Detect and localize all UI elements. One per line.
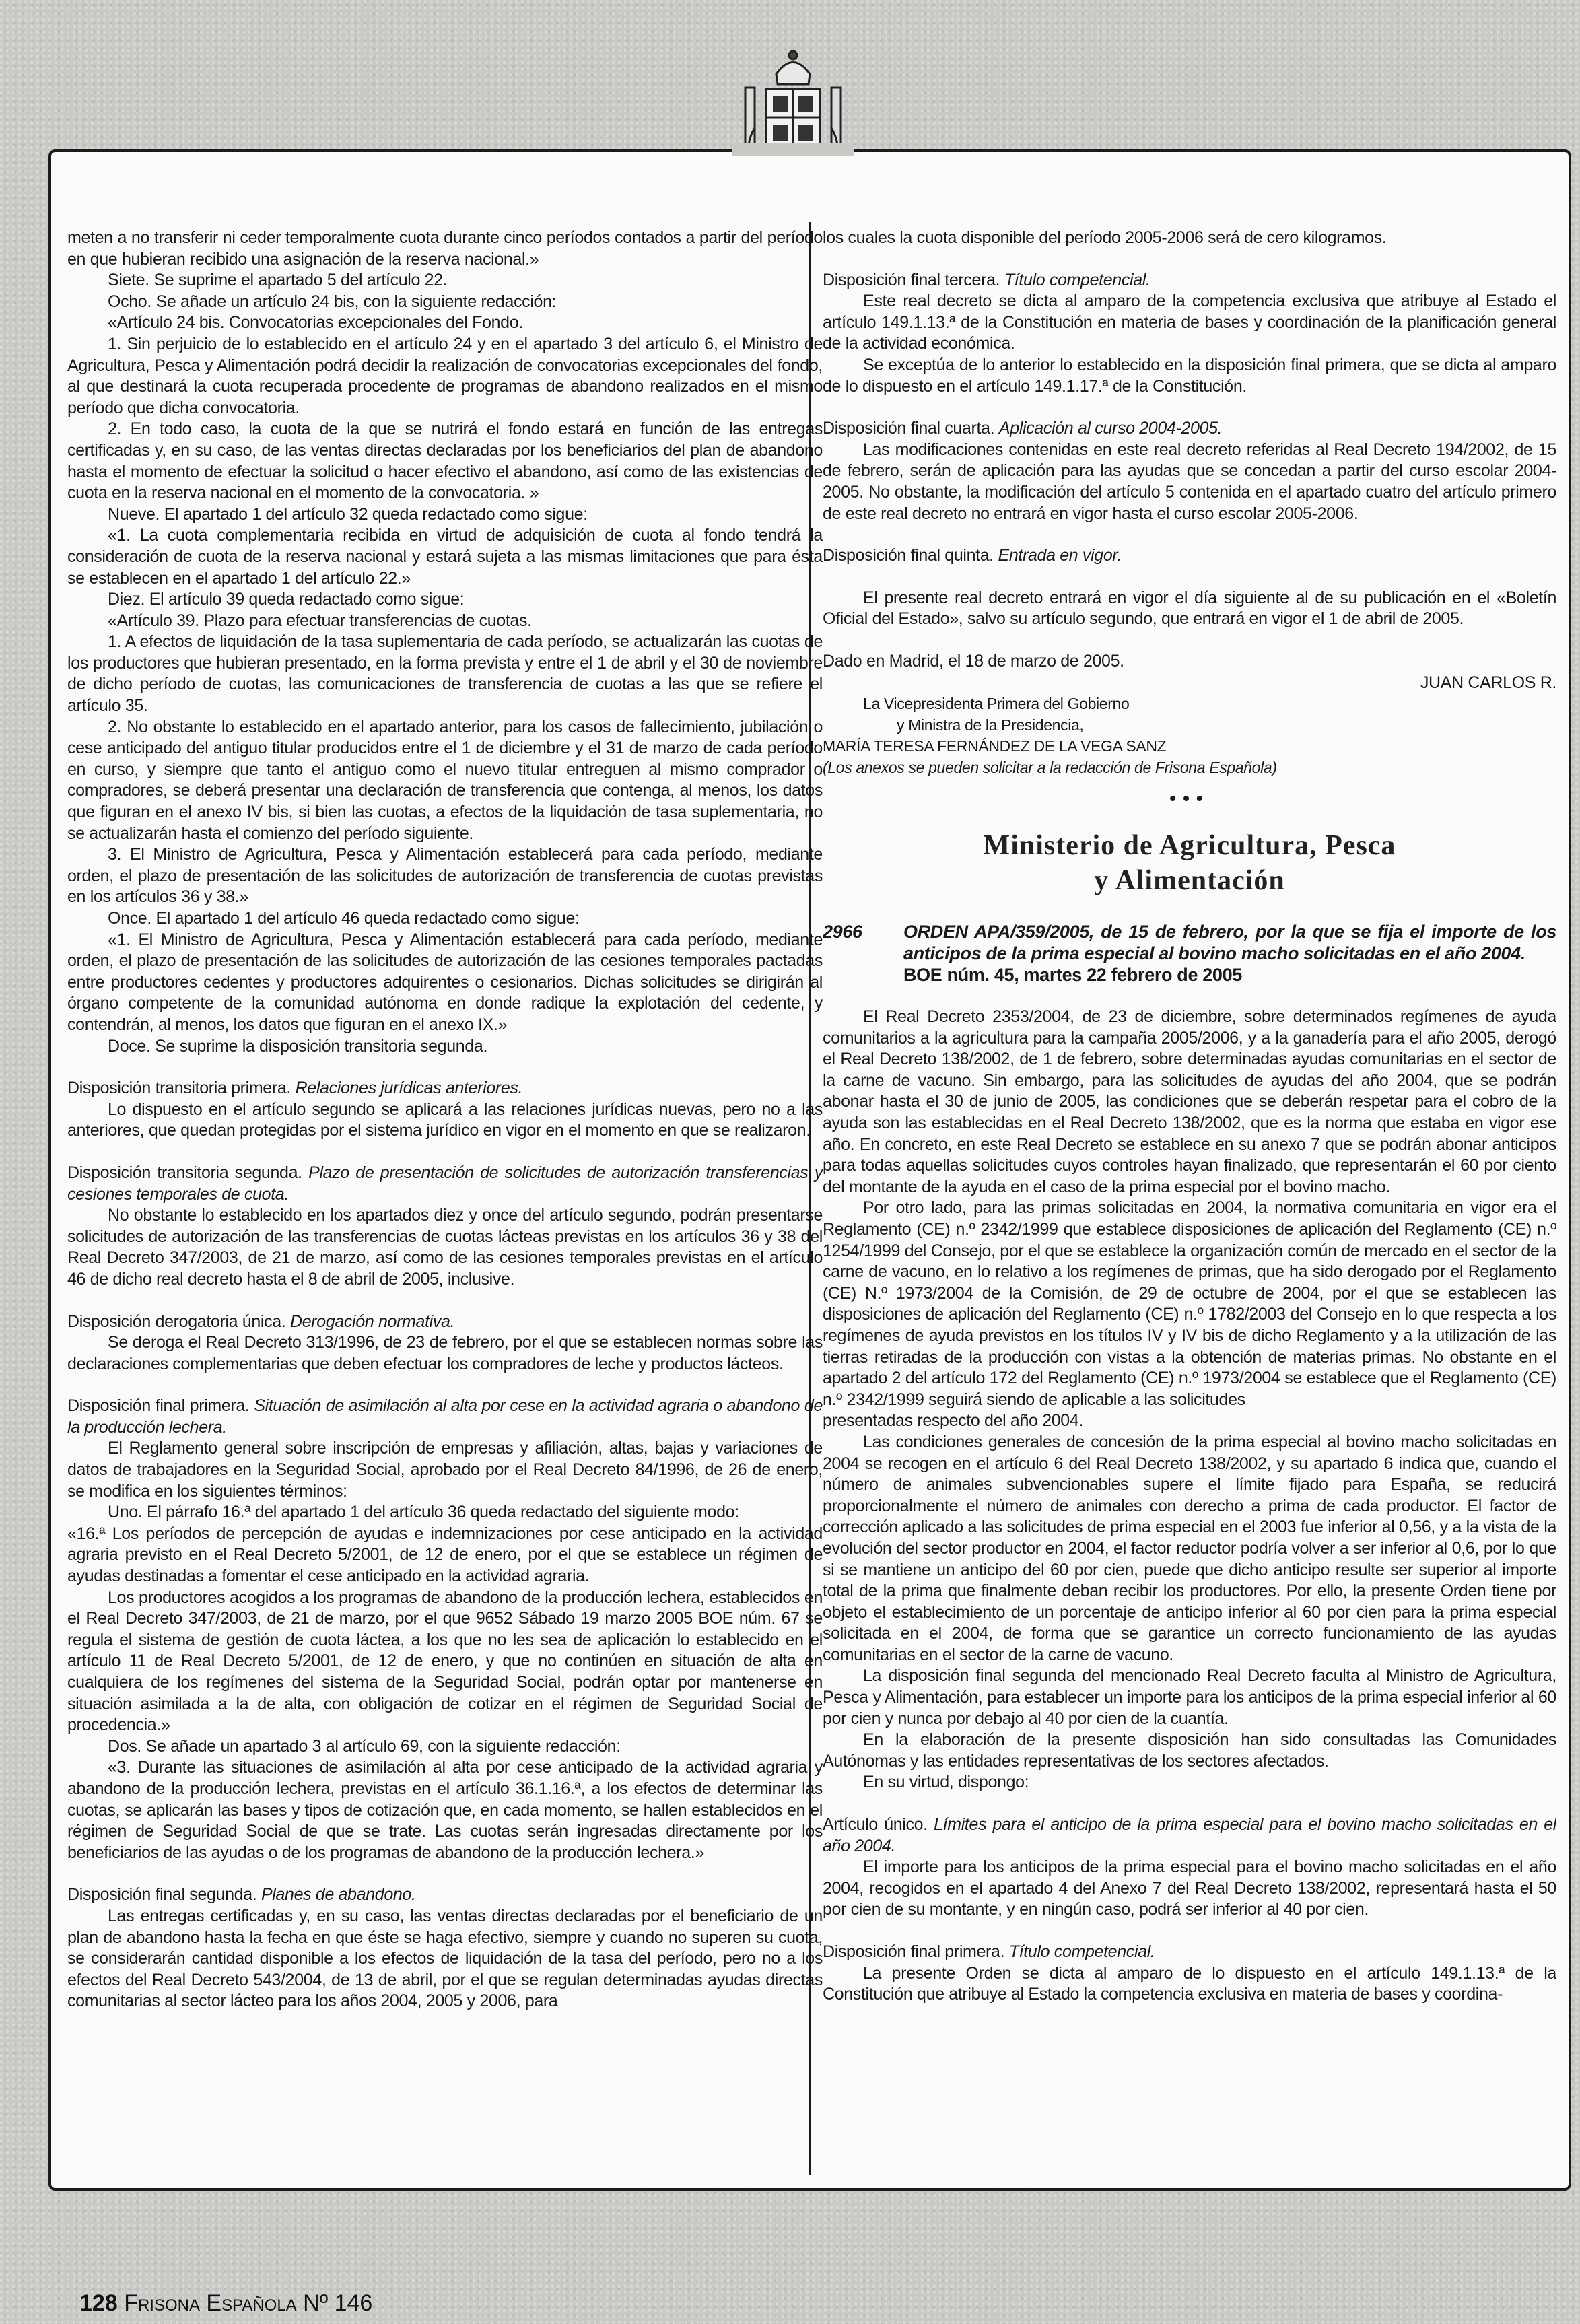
paragraph	[67, 1906, 823, 2012]
order-heading	[823, 921, 1556, 986]
spacer	[823, 1793, 1556, 1814]
paragraph	[823, 1432, 1556, 1666]
paragraph	[67, 1078, 823, 1099]
paragraph-text: Dos. Se añade un apartado 3 al artículo 69, con la siguiente redacción:	[108, 1736, 621, 1756]
paragraph-text: Los productores acogidos a los programas de abandono de la producción lechera, establecidos en el Real Decreto 347/2003, de 21 de marzo, por el que 9652 Sábado 19 marzo 2005 BOE núm. 67 se regula el sistema de gestión de cuota láctea, a los que no les sea de aplicación lo establecido en el artículo 11 de Real Decreto 5/2001, de 12 de enero, y que no continúen en situación de alta en cualquiera de los regímenes del sistema de la Seguridad Social, podrán optar por mantenerse en situación asimilada a la de alta, con obligación de cotizar en el régimen de Seguridad Social de procedencia.»	[67, 1587, 823, 1735]
ministry-heading	[823, 828, 1556, 898]
paragraph-text: El Reglamento general sobre inscripción de empresas y afiliación, altas, bajas y variaciones de datos de trabajadores en la Seguridad Social, aprobado por el Real Decreto 84/1996, de 26 de enero, se modifica en los siguientes términos:	[67, 1439, 823, 1501]
paragraph-text: Disposición transitoria primera.	[67, 1079, 296, 1098]
paragraph-text: Siete. Se suprime el apartado 5 del artículo 22.	[108, 271, 448, 290]
spacer	[823, 524, 1556, 545]
paragraph	[67, 1884, 823, 1906]
paragraph-text: «16.ª Los períodos de percepción de ayudas e indemnizaciones por cese anticipado en la actividad agraria previsto en el Real Decreto 5/2001, de 12 de enero, por el que se establece un régimen de ayudas destinadas a fomentar el cese anticipado en la actividad agraria.	[67, 1524, 823, 1586]
spacer	[823, 1921, 1556, 1942]
paragraph	[67, 504, 823, 526]
spacer	[67, 1291, 823, 1311]
paragraph-text: Disposición final primera.	[67, 1396, 254, 1416]
section-separator: •••	[1169, 788, 1210, 809]
paragraph	[823, 651, 1556, 673]
paragraph	[67, 908, 823, 930]
paragraph-text: Ocho. Se añade un artículo 24 bis, con la siguiente redacción:	[108, 292, 557, 311]
paragraph-text: La disposición final segunda del mencionado Real Decreto faculta al Ministro de Agricultura, Pesca y Alimentación, para establecer un importe para los anticipos de la prima especial inferior al 60 por cien y nunca por debajo al 40 por cien de la cuantía.	[823, 1666, 1556, 1728]
paragraph-text: En la elaboración de la presente disposición han sido consultadas las Comunidades Autónomas y las entidades representativas de los sectores afectados.	[823, 1730, 1556, 1771]
paragraph-text: «Artículo 24 bis. Convocatorias excepcionales del Fondo.	[108, 313, 523, 333]
paragraph-text: Disposición derogatoria única.	[67, 1311, 291, 1331]
paragraph	[67, 589, 823, 611]
magazine-name: Frisona Española	[124, 2290, 297, 2316]
paragraph	[67, 334, 823, 419]
paragraph	[823, 228, 1556, 249]
paragraph-heading-italic: Derogación normativa.	[290, 1311, 455, 1331]
ministry-heading-line2: y Alimentación	[1094, 865, 1285, 897]
paragraph-heading-italic: Entrada en vigor.	[998, 546, 1122, 566]
paragraph-text: El Real Decreto 2353/2004, de 23 de diciembre, sobre determinados regímenes de ayuda comunitarios a la agricultura para la campaña 2005/2006, y a la ganadería para el año 2005, derogó el Real Decreto 138/2002, de 1 de febrero, sobre determinadas ayudas comunitarias en el sector de la carne de vacuno. Sin embargo, para las solicitudes de ayudas del año 2004, que se podrán abonar hasta el 30 de junio de 2005, las condiciones que se deberán respetar para el cobro de la ayuda son las establecidas en el Real Decreto 138/2002, que es la norma que estaba en vigor ese año. En concreto, en este Real Decreto se establece en su anexo 7 que se podrán abonar anticipos para todas aquellas solicitudes cuyos controles hayan finalizado, que representarán el 60 por ciento del montante de la ayuda en el caso de la prima especial por el bovino macho.	[823, 1007, 1556, 1196]
paragraph	[67, 1524, 823, 1587]
paragraph	[823, 355, 1556, 397]
right-column-bottom	[823, 986, 1556, 2006]
frame-notch	[732, 143, 854, 156]
right-column	[823, 228, 1556, 2180]
spacer	[67, 1375, 823, 1396]
paragraph-text: «3. Durante las situaciones de asimilación al alta por cese anticipado de la actividad agraria y abandono de la producción lechera, previstas en el artículo 36.1.16.ª, a los efectos de determinar las cuotas, se aplicarán las bases y tipos de cotización que, en cada momento, se hallen establecidos en el régimen de Seguridad Social de que se trate. Las cuotas serán ingresadas directamente por los beneficiarios de las ayudas o de los programas de abandono de la producción lechera.»	[67, 1758, 823, 1862]
left-column	[67, 228, 823, 2180]
paragraph-text: Uno. El párrafo 16.ª del apartado 1 del artículo 36 queda redactado del siguiente modo:	[108, 1503, 739, 1522]
paragraph-text: Nueve. El apartado 1 del artículo 32 queda redactado como sigue:	[108, 504, 588, 524]
paragraph	[67, 1587, 823, 1736]
paragraph-text: Dado en Madrid, el 18 de marzo de 2005.	[823, 651, 1124, 671]
paragraph-text: El presente real decreto entrará en vigor el día siguiente al de su publicación en el «Boletín Oficial del Estado», salvo su artículo segundo, que entrará en vigor el 1 de abril de 2005.	[823, 588, 1556, 629]
paragraph-text: «Artículo 39. Plazo para efectuar transferencias de cuotas.	[108, 611, 532, 630]
paragraph	[823, 545, 1556, 567]
paragraph	[823, 715, 1556, 737]
order-title: ORDEN APA/359/2005, de 15 de febrero, por la que se fija el importe de los anticipos de la prima especial al bovino macho solicitadas en el año 2004.	[903, 922, 1556, 964]
page-footer	[79, 2290, 372, 2317]
paragraph	[823, 588, 1556, 630]
paragraph	[67, 312, 823, 334]
paragraph-heading-italic: Plazo de presentación de solicitudes de autorización transferencias y cesiones temporales de cuota.	[67, 1163, 823, 1204]
paragraph	[67, 1311, 823, 1333]
paragraph-text: Lo dispuesto en el artículo segundo se aplicará a las relaciones jurídicas nuevas, pero no a las anteriores, que quedan protegidas por el sistema jurídico en vigor en el momento en que se realizaron.	[67, 1099, 823, 1140]
paragraph-text: (Los anexos se pueden solicitar a la redacción de Frisona Española)	[823, 758, 1277, 776]
paragraph	[823, 673, 1556, 694]
paragraph-text: Este real decreto se dicta al amparo de la competencia exclusiva que atribuye al Estado el artículo 149.1.13.ª de la Constitución en materia de bases y coordinación de la planificación general de la actividad económica.	[823, 292, 1556, 353]
paragraph-text: Artículo único.	[823, 1815, 934, 1835]
paragraph	[823, 693, 1556, 715]
paragraph	[823, 1198, 1556, 1410]
paragraph-text: No obstante lo establecido en los apartados diez y once del artículo segundo, podrán presentarse solicitudes de autorización de las transferencias de cuotas lácteas previstas en los artículos 36 y 38 del Real Decreto 347/2003, de 21 de marzo, así como de las cesiones temporales previstas en el artículo 46 de dicho real decreto hasta el 8 de abril de 2005, inclusive.	[67, 1206, 823, 1289]
paragraph-heading-italic: Aplicación al curso 2004-2005.	[998, 419, 1223, 438]
paragraph-text: presentadas respecto del año 2004.	[823, 1411, 1084, 1431]
paragraph-text: Las condiciones generales de concesión de la prima especial al bovino macho solicitadas en 2004 se recogen en el artículo 6 del Real Decreto 138/2002, y su apartado 6 indica que, cuando el número de animales subvencionables supere el límite fijado para España, se reducirá proporcionalmente el número de animales con derecho a prima de cada productor. El factor de corrección aplicado a las solicitudes de prima especial en el 2003 fue inferior al 0,56, y a la vista de la evolución del sector productor en 2004, el factor reductor podría volver a ser inferior al 0,6, por lo que si se mantiene un anticipo del 60 por cien, puede que dicho anticipo resulte ser superior al importe total de la prima que finalmente deban recibir los productores. Por ello, la presente Orden tiene por objeto el establecimiento de un porcentaje de anticipo inferior al 60 por cien para la prima especial solicitada en el 2004, de forma que se garantice un correcto funcionamiento de las ayudas comunitarias en el sector de la carne de vacuno.	[823, 1432, 1556, 1664]
right-column-top	[823, 228, 1556, 778]
paragraph-text: 2. No obstante lo establecido en el apartado anterior, para los casos de fallecimiento, jubilación o cese anticipado del antiguo titular producidos entre el 1 de diciembre y el 31 de marzo de cada período en curso, y siempre que tanto el antiguo como el nuevo titular entreguen al mismo comprador o compradores, se deberá presentar una declaración de transferencia que contenga, al menos, los datos que figuran en el anexo IV bis, si bien las cuotas, a efectos de la liquidación de tasa suplementaria, no se actualizarán hasta el comienzo del período siguiente.	[67, 717, 823, 843]
paragraph	[67, 419, 823, 504]
spacer	[67, 1142, 823, 1163]
paragraph	[67, 1099, 823, 1142]
paragraph-heading-italic: Título competencial.	[1004, 270, 1150, 289]
paragraph	[823, 418, 1556, 440]
paragraph-text: Doce. Se suprime la disposición transitoria segunda.	[108, 1036, 488, 1056]
paragraph	[67, 525, 823, 589]
paragraph-text: Disposición final tercera.	[823, 270, 1004, 289]
paragraph-text: Disposición final segunda.	[67, 1885, 261, 1905]
paragraph-text: y Ministra de la Presidencia,	[897, 716, 1084, 734]
spacer	[67, 1057, 823, 1078]
paragraph	[67, 930, 823, 1036]
paragraph	[67, 1205, 823, 1290]
order-boe-reference: BOE núm. 45, martes 22 febrero de 2005	[903, 965, 1242, 986]
paragraph-text: 2. En todo caso, la cuota de la que se nutrirá el fondo estará en función de las entregas certificadas y, en su caso, de las ventas directas declaradas por los beneficiarios del plan de abandono hasta el momento de efectuar la solicitud o hacer efectivo el abandono, así como de las existencias de cuota en la reserva nacional en el momento de la convocatoria. »	[67, 419, 823, 503]
paragraph	[67, 1396, 823, 1438]
paragraph	[67, 611, 823, 632]
paragraph-heading-italic: Relaciones jurídicas anteriores.	[295, 1079, 523, 1098]
paragraph-text: Disposición final primera.	[823, 1942, 1009, 1961]
paragraph	[823, 270, 1556, 292]
paragraph-text: La Vicepresidenta Primera del Gobierno	[863, 695, 1130, 713]
paragraph-text: Por otro lado, para las primas solicitadas en 2004, la normativa comunitaria en vigor era el Reglamento (CE) n.º 2342/1999 que establece disposiciones de aplicación del Reglamento (CE) n.º 1254/1999 del Consejo, por el que se establece la organización común de mercado en el sector de la carne de vacuno, en lo relativo a los regímenes de primas, que ha sido derogado por el Reglamento (CE) N.º 1973/2004 de la Comisión, de 29 de octubre de 2004, por el que se establecen las disposiciones de aplicación del Reglamento (CE) n.º 1782/2003 del Consejo en lo que respecta a los regímenes de ayuda previstos en los títulos IV y IV bis de dicho Reglamento y a la utilización de las tierras retiradas de la producción con vistas a la obtención de materias primas. No obstante en el apartado 2 del artículo 172 del Reglamento (CE) n.º 1973/2004 se establece que el Reglamento (CE) n.º 2342/1999 seguirá siendo de aplicable a las solicitudes	[823, 1198, 1556, 1409]
paragraph-heading-italic: Título competencial.	[1008, 1942, 1155, 1961]
spacer	[823, 567, 1556, 588]
paragraph	[823, 1772, 1556, 1793]
paragraph	[67, 1757, 823, 1864]
paragraph	[67, 292, 823, 313]
paragraph-text: Las modificaciones contenidas en este real decreto referidas al Real Decreto 194/2002, de 15 de febrero, serán de aplicación para las ayudas que se concedan a partir del curso escolar 2004-2005. No obstante, la modificación del artículo 5 contenida en el apartado cuatro del artículo primero de este real decreto no entrará en vigor hasta el curso escolar 2005-2006.	[823, 440, 1556, 523]
page-number: 128	[79, 2290, 118, 2316]
paragraph	[67, 228, 823, 270]
spacer	[823, 249, 1556, 270]
order-number: 2966	[823, 922, 862, 943]
spacer	[823, 986, 1556, 1006]
paragraph	[67, 1036, 823, 1058]
spacer	[823, 397, 1556, 418]
paragraph-text: Once. El apartado 1 del artículo 46 queda redactado como sigue:	[108, 909, 580, 928]
paragraph-text: «1. La cuota complementaria recibida en virtud de adquisición de cuota al fondo tendrá la consideración de cuota de la reserva nacional y estará sujeta a las mismas limitaciones que para ésta se establecen en el apartado 1 del artículo 22.»	[67, 526, 823, 588]
paragraph-text: La presente Orden se dicta al amparo de lo dispuesto en el artículo 149.1.13.ª de la Constitución que atribuye al Estado la competencia exclusiva en materia de bases y coordina-	[823, 1963, 1556, 2004]
paragraph	[67, 1736, 823, 1758]
paragraph	[67, 1502, 823, 1524]
paragraph	[67, 270, 823, 292]
paragraph	[823, 440, 1556, 524]
paragraph	[823, 736, 1556, 757]
paragraph-text: Diez. El artículo 39 queda redactado como sigue:	[108, 590, 465, 609]
paragraph	[823, 1814, 1556, 1857]
paragraph-text: Se exceptúa de lo anterior lo establecido en la disposición final primera, que se dicta al amparo de lo dispuesto en el artículo 149.1.17.ª de la Constitución.	[823, 355, 1556, 396]
paragraph	[823, 1730, 1556, 1772]
paragraph-text: 1. A efectos de liquidación de la tasa suplementaria de cada período, se actualizarán las cuotas de los productores que hubieran presentado, en la forma prevista y entre el 1 de abril y el 30 de noviembre de dicho período de cuotas, las comunicaciones de transferencia de cuotas a las que se refiere el artículo 35.	[67, 632, 823, 716]
issue-number: Nº 146	[303, 2290, 373, 2316]
paragraph	[823, 1410, 1556, 1432]
paragraph-text: El importe para los anticipos de la prima especial para el bovino macho solicitadas en el año 2004, recogidos en el apartado 4 del Anexo 7 del Real Decreto 138/2002, representará hasta el 50 por cien de su montante, y en ningún caso, podrá ser inferior al 40 por cien.	[823, 1857, 1556, 1919]
paragraph	[823, 1963, 1556, 2006]
paragraph-text: 3. El Ministro de Agricultura, Pesca y Alimentación establecerá para cada período, mediante orden, el plazo de presentación de las solicitudes de autorización de transferencia de cuotas previstas en los artículos 36 y 38.»	[67, 845, 823, 907]
paragraph	[823, 1857, 1556, 1921]
paragraph-heading-italic: Situación de asimilación al alta por cese en la actividad agraria o abandono de la producción lechera.	[67, 1396, 823, 1437]
paragraph	[67, 1332, 823, 1375]
paragraph-heading-italic: Planes de abandono.	[261, 1885, 416, 1905]
paragraph	[67, 631, 823, 716]
paragraph-text: Se deroga el Real Decreto 313/1996, de 23 de febrero, por el que se establecen normas sobre las declaraciones complementarias que deben efectuar los compradores de leche y productos lácteos.	[67, 1333, 823, 1373]
spacer	[823, 630, 1556, 651]
paragraph-text: 1. Sin perjuicio de lo establecido en el artículo 24 y en el apartado 3 del artículo 6, el Ministro de Agricultura, Pesca y Alimentación podrá decidir la realización de convocatorias excepcionales del fondo, al que destinará la cuota recuperada procedente de programas de abandono realizados en el mismo período que dicha convocatoria.	[67, 334, 823, 417]
paragraph-text: los cuales la cuota disponible del período 2005-2006 será de cero kilogramos.	[823, 228, 1387, 247]
paragraph	[67, 844, 823, 908]
paragraph	[823, 1006, 1556, 1198]
paragraph-text: MARÍA TERESA FERNÁNDEZ DE LA VEGA SANZ	[823, 737, 1167, 755]
paragraph	[823, 291, 1556, 355]
paragraph	[823, 757, 1556, 779]
spacer	[67, 1864, 823, 1884]
paragraph-text: JUAN CARLOS R.	[1420, 673, 1556, 692]
paragraph	[823, 1942, 1556, 1963]
paragraph-text: Disposición final cuarta.	[823, 419, 999, 438]
paragraph	[823, 1666, 1556, 1730]
paragraph	[67, 717, 823, 845]
ministry-heading-line1: Ministerio de Agricultura, Pesca	[983, 830, 1396, 862]
paragraph-text: Disposición transitoria segunda.	[67, 1163, 309, 1182]
paragraph	[67, 1163, 823, 1205]
paragraph	[67, 1438, 823, 1502]
paragraph-heading-italic: Límites para el anticipo de la prima especial para el bovino macho solicitadas en el año 2004.	[823, 1815, 1556, 1855]
paragraph-text: En su virtud, dispongo:	[863, 1773, 1029, 1792]
paragraph-text: meten a no transferir ni ceder temporalmente cuota durante cinco períodos contados a partir del período en que hubieran recibido una asignación de la reserva nacional.»	[67, 228, 823, 269]
paragraph-text: Disposición final quinta.	[823, 546, 998, 566]
paragraph-text: Las entregas certificadas y, en su caso, las ventas directas declaradas por el beneficiario de un plan de abandono hasta la fecha en que éste se haga efectivo, siempre y cuando no superen su cuota, se considerarán cantidad disponible a los efectos de liquidación de la tasa del período, pero no a los efectos del Real Decreto 543/2004, de 13 de abril, por el que se regulan determinadas ayudas directas comunitarias al sector lácteo para los años 2004, 2005 y 2006, para	[67, 1906, 823, 2011]
paragraph-text: «1. El Ministro de Agricultura, Pesca y Alimentación establecerá para cada período, mediante orden, el plazo de presentación de las solicitudes de autorización de las cesiones temporales pactadas entre productores cedentes y productores adquirentes o cesionarios. Dichas solicitudes se dirigirán al órgano competente de la comunidad autónoma en donde radique la explotación del cedente, y contendrán, al menos, los datos que figuran en el anexo IX.»	[67, 930, 823, 1034]
